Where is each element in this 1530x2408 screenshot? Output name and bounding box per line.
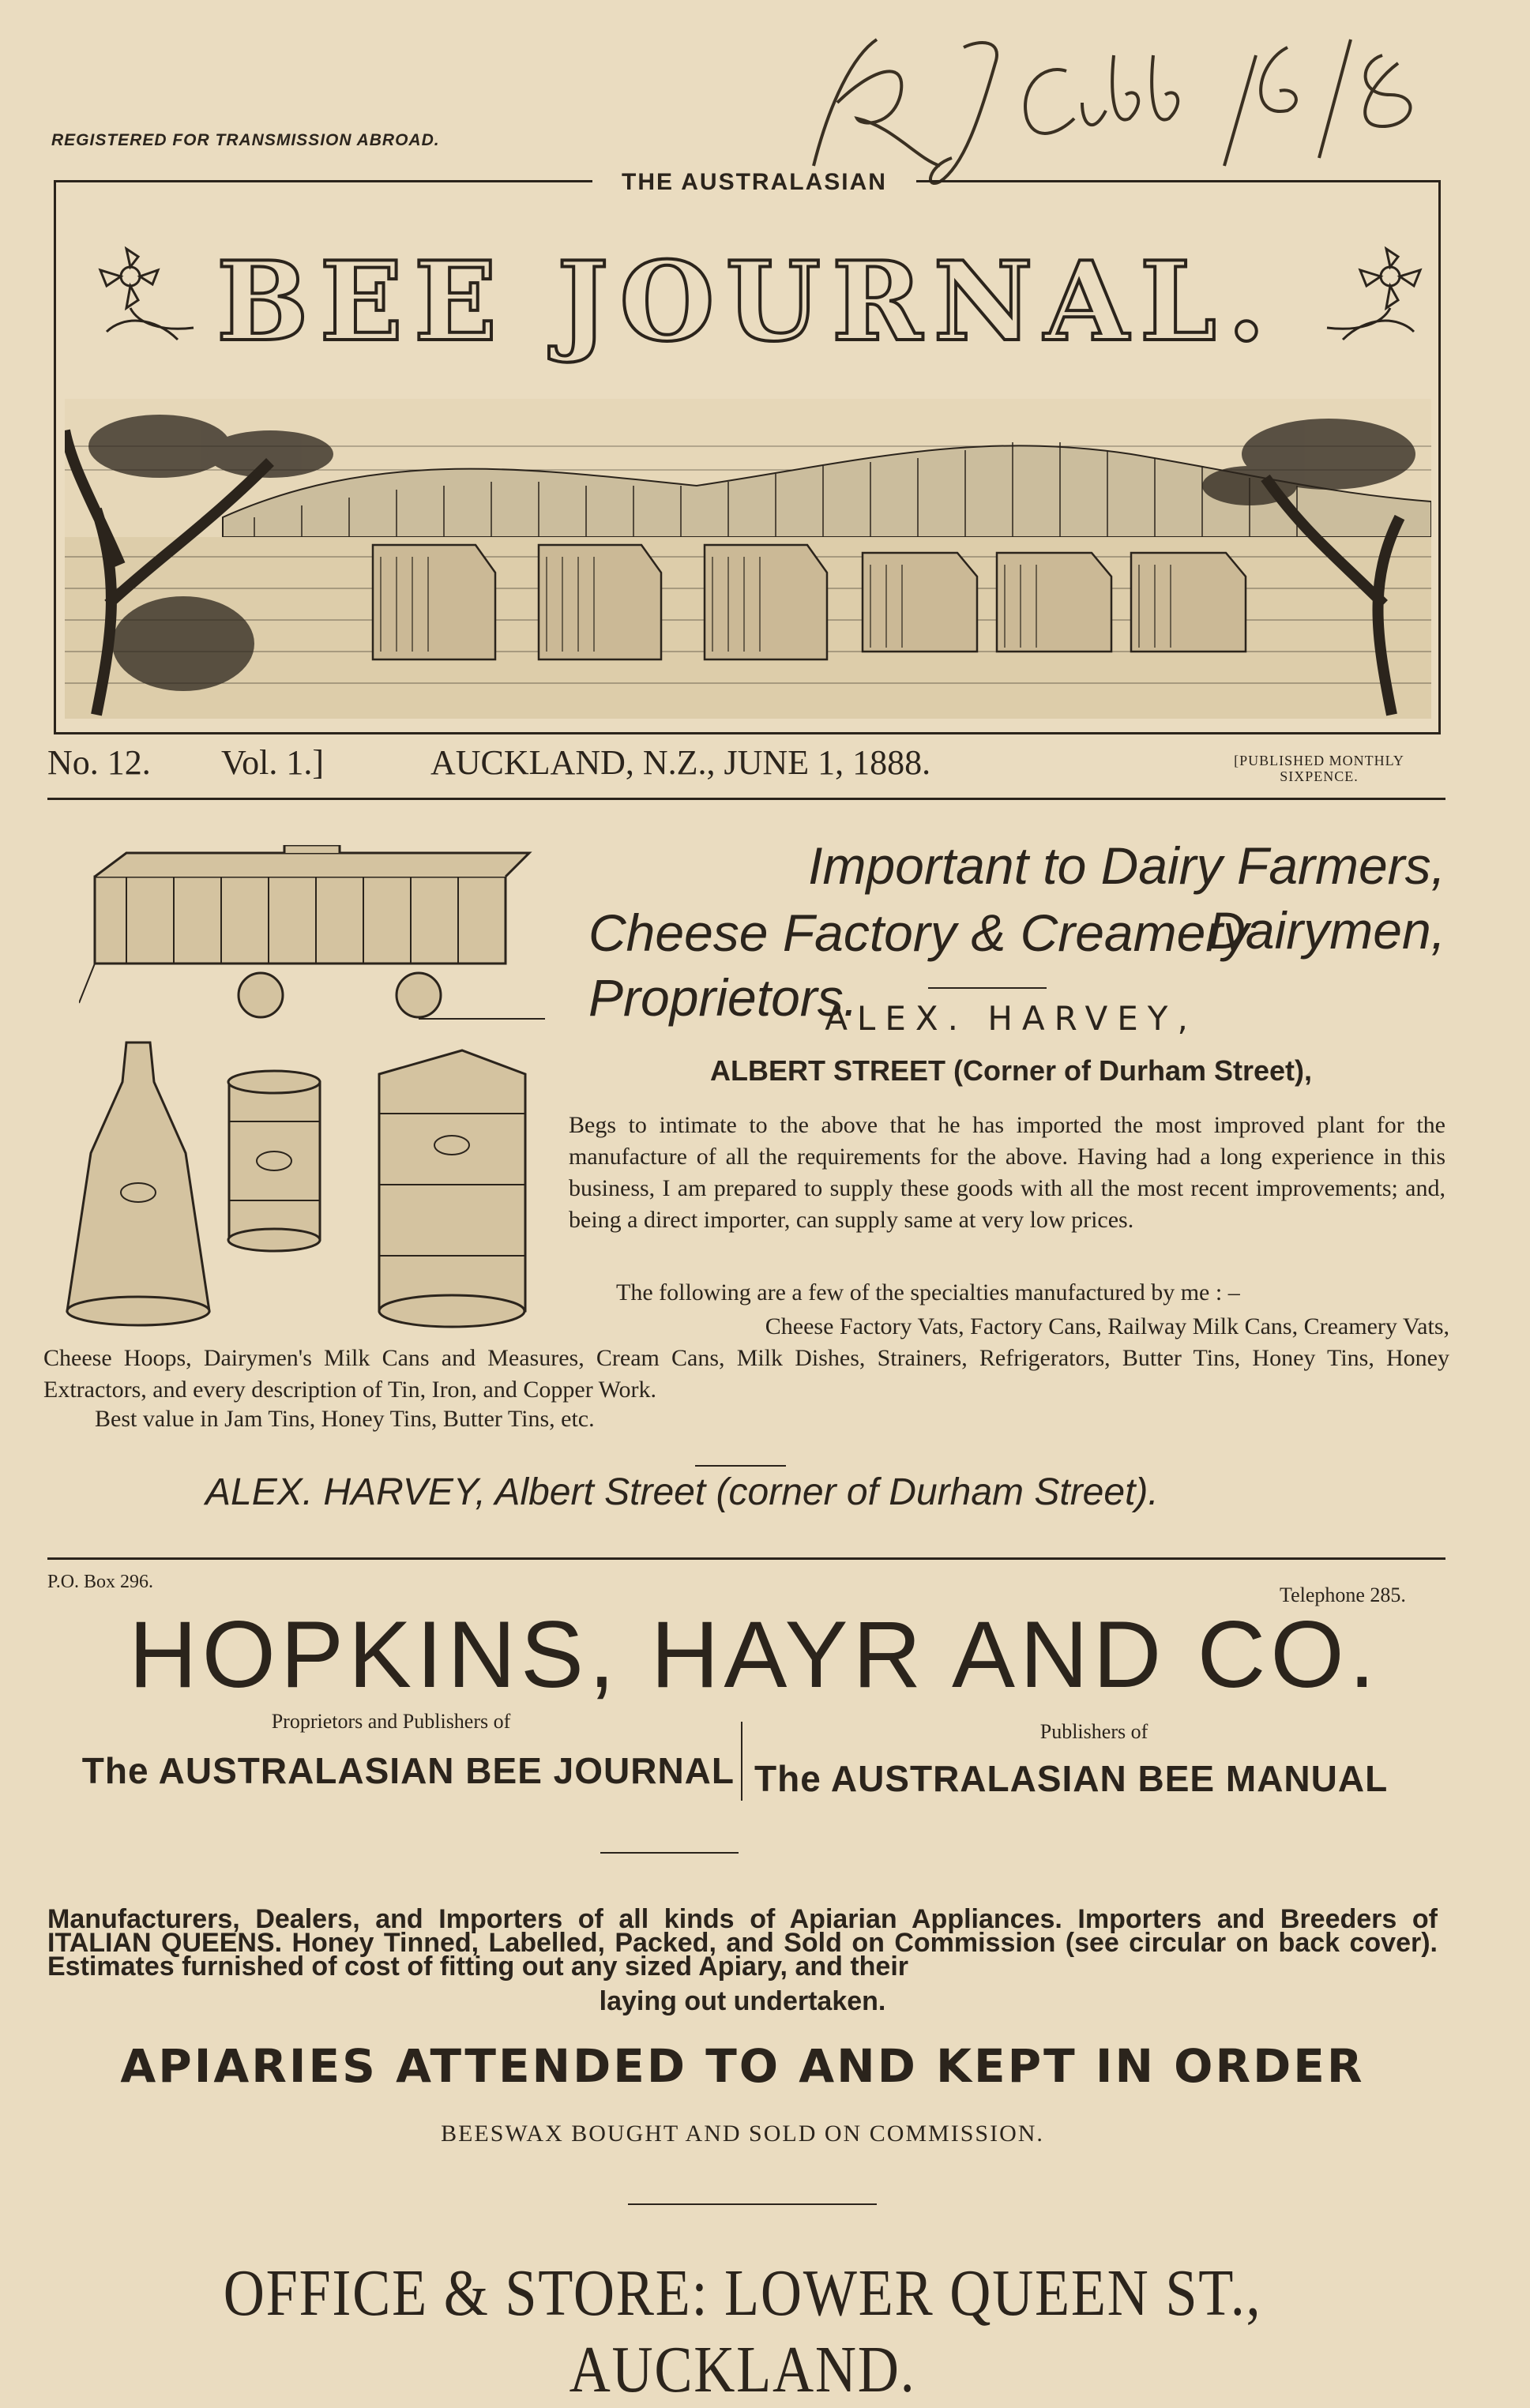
- advertiser-name: ALEX. HARVEY,: [825, 999, 1197, 1038]
- masthead-title: BEE JOURNAL.: [216, 237, 1276, 366]
- section-rule: [47, 798, 1445, 800]
- po-box: P.O. Box 296.: [47, 1572, 154, 1592]
- manual-title: The AUSTRALASIAN BEE MANUAL: [754, 1758, 1389, 1799]
- specialties-list: Cheese Hoops, Dairymen's Milk Cans and Measures, Cream Cans, Milk Dishes, Strainers, Refrigerators, Butter Tins, Honey Tins, Honey Extractors, and every description of Tin, Iron, and Copper Work.: [43, 1345, 1449, 1403]
- advertiser-intro: Begs to intimate to the above that he has imported the most improved plant for the manufacture of all the requirements for the above. Having had a long experience in this business, I am prepared to supply these goods with all the most recent improvements; and, being a direct importer, can supply same at very low prices.: [569, 1112, 1445, 1233]
- issue-place-date: AUCKLAND, N.Z., JUNE 1, 1888.: [430, 743, 931, 782]
- telephone-number: Telephone 285.: [1280, 1583, 1406, 1606]
- journal-publisher-label: Proprietors and Publishers of: [271, 1710, 511, 1733]
- best-value-note: Best value in Jam Tins, Honey Tins, Butter Tins, etc.: [95, 1406, 595, 1432]
- advertiser-address: ALBERT STREET (Corner of Durham Street),: [709, 1054, 1313, 1087]
- short-rule: [928, 987, 1047, 989]
- short-rule: [600, 1852, 739, 1854]
- beeswax-note: BEESWAX BOUGHT AND SOLD ON COMMISSION.: [441, 2121, 1044, 2147]
- vertical-divider: [741, 1722, 742, 1801]
- company-description-last: laying out undertaken.: [599, 1986, 886, 2016]
- journal-title: The AUSTRALASIAN BEE JOURNAL: [81, 1750, 735, 1791]
- ad-headline-1: Important to Dairy Farmers, Dairymen,: [808, 836, 1445, 960]
- advertiser-signature-line: ALEX. HARVEY, Albert Street (corner of Durham Street).: [205, 1471, 1159, 1513]
- specialties-lead: The following are a few of the specialties manufactured by me : –: [616, 1279, 1240, 1305]
- apiary-landscape-engraving: [65, 399, 1431, 719]
- masthead-top-label: THE AUSTRALASIAN: [592, 169, 916, 196]
- published-monthly-label: [PUBLISHED MONTHLY: [1234, 753, 1404, 768]
- cheese-vat-illustration: [79, 845, 545, 1027]
- company-name: HOPKINS, HAYR AND CO.: [128, 1602, 1381, 1707]
- manual-publisher-label: Publishers of: [1039, 1720, 1148, 1743]
- issue-volume: Vol. 1.]: [221, 743, 324, 782]
- specialties-line-1: Cheese Factory Vats, Factory Cans, Railway Milk Cans, Creamery Vats,: [765, 1313, 1449, 1339]
- registered-note: REGISTERED FOR TRANSMISSION ABROAD.: [51, 131, 440, 149]
- short-rule: [695, 1465, 786, 1467]
- milk-cans-illustration: [51, 1027, 557, 1343]
- issue-number: No. 12.: [47, 743, 151, 782]
- price-label: SIXPENCE.: [1280, 768, 1359, 784]
- section-rule: [47, 1557, 1445, 1560]
- short-rule: [628, 2203, 877, 2205]
- office-address: OFFICE & STORE: LOWER QUEEN ST., AUCKLAND.: [223, 2256, 1262, 2406]
- company-description: Manufacturers, Dealers, and Importers of all kinds of Apiarian Appliances. Importers and Breeders of ITALIAN QUEENS. Honey Tinned, Labelled, Packed, and Sold on Commission (see circular on back cover). Estimates furnished of cost of fitting out any sized Apiary, and their: [47, 1904, 1438, 1982]
- apiaries-banner: APIARIES ATTENDED TO AND KEPT IN ORDER: [120, 2039, 1365, 2093]
- publication-frequency: [1189, 753, 1449, 784]
- ad-headline-2: Cheese Factory & Creamery Proprietors.: [588, 903, 1250, 1027]
